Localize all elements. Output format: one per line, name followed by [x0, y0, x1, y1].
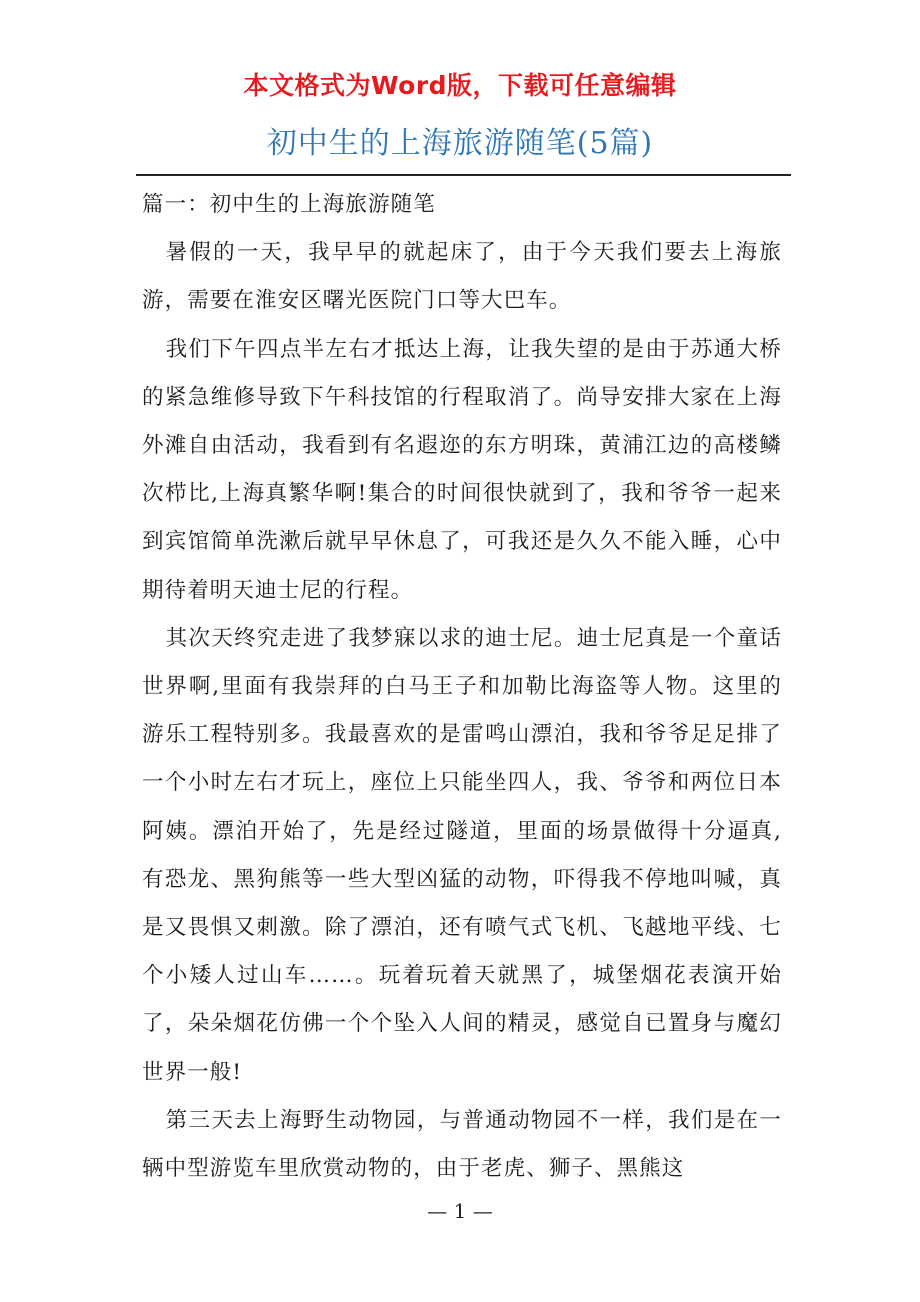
paragraph: 我们下午四点半左右才抵达上海，让我失望的是由于苏通大桥的紧急维修导致下午科技馆的行程取消了。尚导安排大家在上海外滩自由活动，我看到有名遐迩的东方明珠，黄浦江边的高楼鳞次栉比,上海真繁华啊!集合的时间很快就到了，我和爷爷一起来到宾馆简单洗漱后就早早休息了，可我还是久久不能入睡，心中期待着明天迪士尼的行程。: [142, 336, 782, 603]
document-title: 初中生的上海旅游随笔(5篇): [266, 126, 654, 161]
section-heading: 篇一：初中生的上海旅游随笔: [142, 192, 436, 217]
paragraph: 第三天去上海野生动物园，与普通动物园不一样，我们是在一辆中型游览车里欣赏动物的，由于老虎、狮子、黑熊这: [142, 1107, 782, 1182]
document-body: [142, 181, 782, 1193]
paragraph: 其次天终究走进了我梦寐以求的迪士尼。迪士尼真是一个童话世界啊,里面有我崇拜的白马王子和加勒比海盗等人物。这里的游乐工程特别多。我最喜欢的是雷鸣山漂泊，我和爷爷足足排了一个小时左右才玩上，座位上只能坐四人，我、爷爷和两位日本阿姨。漂泊开始了，先是经过隧道，里面的场景做得十分逼真,有恐龙、黑狗熊等一些大型凶猛的动物，吓得我不停地叫喊，真是又畏惧又刺激。除了漂泊，还有喷气式飞机、飞越地平线、七个小矮人过山车……。玩着玩着天就黑了，城堡烟花表演开始了，朵朵烟花仿佛一个个坠入人间的精灵，感觉自已置身与魔幻世界一般!: [142, 625, 782, 1085]
page-number: — 1 —: [427, 1199, 493, 1223]
title-divider: [136, 174, 791, 176]
word-format-notice: 本文格式为Word版，下载可任意编辑: [243, 71, 677, 100]
paragraph: 暑假的一天，我早早的就起床了，由于今天我们要去上海旅游，需要在淮安区曙光医院门口等大巴车。: [142, 240, 782, 314]
